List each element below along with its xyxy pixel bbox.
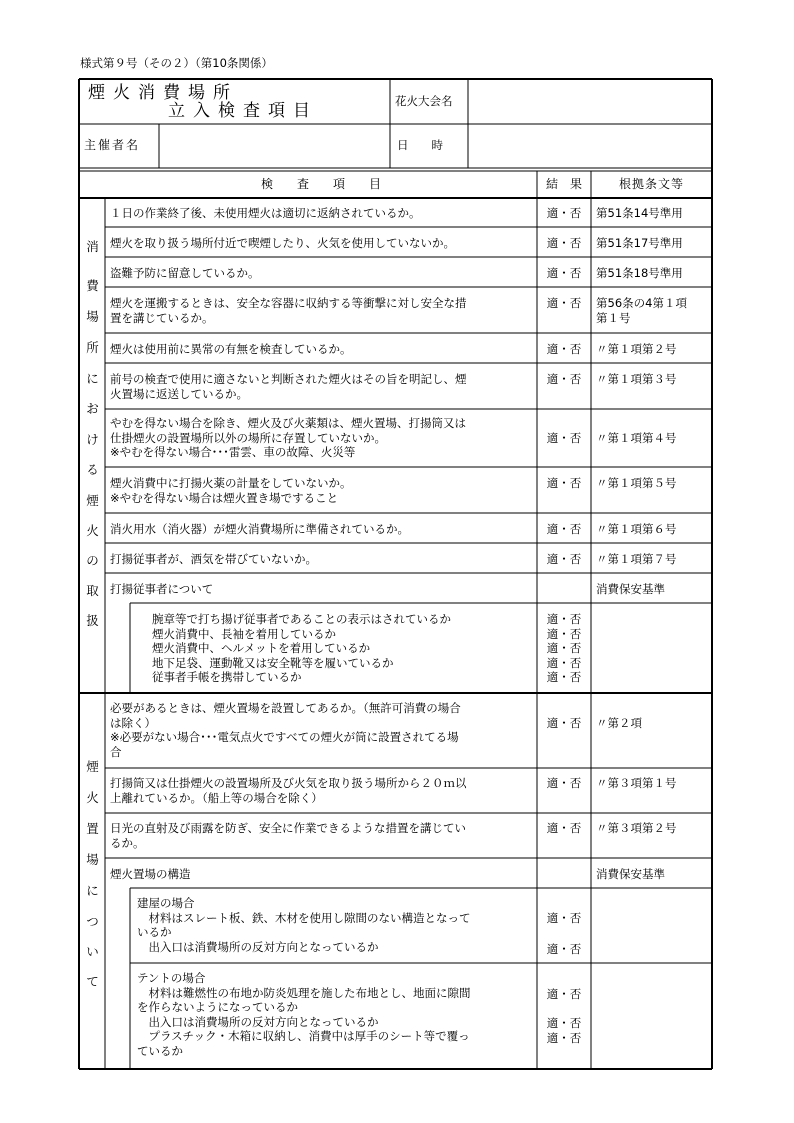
check-result[interactable]: 適・否 [546,552,582,566]
sub-check-items: 腕章等で打ち揚げ従事者であることの表示はされているか 煙火消費中、長袖を着用しているか 煙火消費中、ヘルメットを着用しているか 地下足袋、運動靴又は安全靴等を履いているか 従事者手帳を携帯しているか [152,612,451,684]
check-item-text: 煙火は使用前に異常の有無を検査しているか。 [110,342,352,356]
check-result[interactable]: 適・否 [546,342,582,356]
check-basis: 〃第１項第３号 [596,372,677,386]
section2-label-char: つ [86,914,99,929]
check-basis: 〃第１項第５号 [596,476,677,490]
check-result[interactable]: 適・否 [546,206,582,220]
check-basis: 第56条の4第１項 第１号 [596,296,687,325]
check-result[interactable]: 適・否 [546,296,582,310]
section2-label-char: て [86,974,99,989]
check-item-text: 煙火置場の構造 [110,867,191,881]
check-result[interactable]: 適・否 [546,476,582,490]
event-name-label: 花火大会名 [395,94,453,108]
section1-label-char: の [86,553,99,568]
check-basis: 〃第１項第４号 [596,431,677,445]
check-item-text: 消火用水（消火器）が煙火消費場所に準備されているか。 [110,522,409,536]
sub-check-results-building[interactable]: 適・否 適・否 [546,911,582,956]
datetime-label: 日 時 [397,138,443,152]
title-line-1: 煙火消費場所 [88,83,238,103]
section2-label-char: い [86,944,99,959]
check-item-text: 必要があるときは、煙火置場を設置してあるか。（無許可消費の場合 は除く） ※必要がない場合･･･電気点火ですべての煙火が筒に設置されてる場 合 [110,701,461,759]
check-item-text: 日光の直射及び雨露を防ぎ、安全に作業できるような措置を講じてい るか。 [110,821,467,850]
check-basis: 消費保安基準 [596,582,665,596]
check-item-text: 盗難予防に留意しているか。 [110,266,260,280]
check-basis: 第51条14号準用 [596,206,683,220]
section1-label-char: る [86,462,99,477]
section2-label-char: 火 [86,790,99,805]
section1-label-char: に [86,371,99,386]
check-result[interactable]: 適・否 [546,372,582,386]
check-basis: 〃第１項第７号 [596,552,677,566]
check-item-text: 打揚従事者が、酒気を帯びていないか。 [110,552,317,566]
check-item-text: 打揚筒又は仕掛煙火の設置場所及び火気を取り扱う場所から２０ｍ以 上離れているか。（船上等の場合を除く） [110,776,467,805]
check-basis: 〃第２項 [596,716,642,730]
check-item-text: 打揚従事者について [110,582,214,596]
check-basis: 消費保安基準 [596,867,665,881]
check-basis: 〃第１項第２号 [596,342,677,356]
check-result[interactable]: 適・否 [546,776,582,790]
section1-label-char: お [86,401,99,416]
title-line-2: 立入検査項目 [168,101,318,121]
section1-label-char: 扱 [86,613,99,628]
sub-check-results-tent[interactable]: 適・否 適・否 適・否 [546,987,582,1045]
section2-label-char: 場 [86,852,99,867]
check-item-text: １日の作業終了後、未使用煙火は適切に返納されているか。 [110,206,421,220]
check-result[interactable]: 適・否 [546,266,582,280]
column-header-basis: 根拠条文等 [618,177,684,191]
check-result[interactable]: 適・否 [546,236,582,250]
check-item-text: 前号の検査で使用に適さないと判断された煙火はその旨を明記し、煙 火置場に返送しているか。 [110,372,467,401]
section1-label-char: 所 [86,340,99,355]
section2-label-char: 置 [86,821,99,836]
check-basis: 第51条17号準用 [596,236,683,250]
check-item-text: やむを得ない場合を除き、煙火及び火薬類は、煙火置場、打揚筒又は 仕掛煙火の設置場所以外の場所に存置していないか。 ※やむを得ない場合･･･雷雲、車の故障、火災等 [110,416,467,459]
column-header-item: 検 査 項 目 [260,177,381,191]
section1-label-char: 消 [86,239,99,254]
check-basis: 第51条18号準用 [596,266,683,280]
check-basis: 〃第３項第２号 [596,821,677,835]
check-result[interactable]: 適・否 [546,522,582,536]
check-result[interactable]: 適・否 [546,431,582,445]
check-basis: 〃第３項第１号 [596,776,677,790]
form-id: 様式第９号（その２）（第10条関係） [80,56,273,70]
sub-check-items-tent: テントの場合 材料は難燃性の布地か防炎処理を施した布地とし、地面に隙間 を作らないようになっているか 出入口は消費場所の反対方向となっているか プラスチック・木箱に収納し、消費中は厚手のシート等で覆っ ているか [137,971,471,1058]
section1-label-char: 費 [86,278,99,293]
check-result[interactable]: 適・否 [546,716,582,730]
section2-label-char: に [86,883,99,898]
check-item-text: 煙火を取り扱う場所付近で喫煙したり、火気を使用していないか。 [110,236,455,250]
check-result[interactable]: 適・否 [546,821,582,835]
organizer-label: 主催者名 [84,138,141,152]
section1-label-char: 場 [86,309,99,324]
section1-label-char: 火 [86,523,99,538]
section1-label-char: 取 [86,583,99,598]
section1-label-char: け [86,432,99,447]
check-item-text: 煙火を運搬するときは、安全な容器に収納する等衝撃に対し安全な措 置を講じているか。 [110,296,467,325]
check-basis: 〃第１項第６号 [596,522,677,536]
check-item-text: 煙火消費中に打揚火薬の計量をしていないか。 ※やむを得ない場合は煙火置き場ですること [110,476,352,505]
section1-label-char: 煙 [86,493,99,508]
section2-label-char: 煙 [86,759,99,774]
column-header-result: 結 果 [545,177,582,191]
sub-check-results[interactable]: 適・否 適・否 適・否 適・否 適・否 [546,612,582,684]
sub-check-items-building: 建屋の場合 材料はスレート板、鉄、木材を使用し隙間のない構造となって いるか 出入口は消費場所の反対方向となっているか [137,896,471,954]
